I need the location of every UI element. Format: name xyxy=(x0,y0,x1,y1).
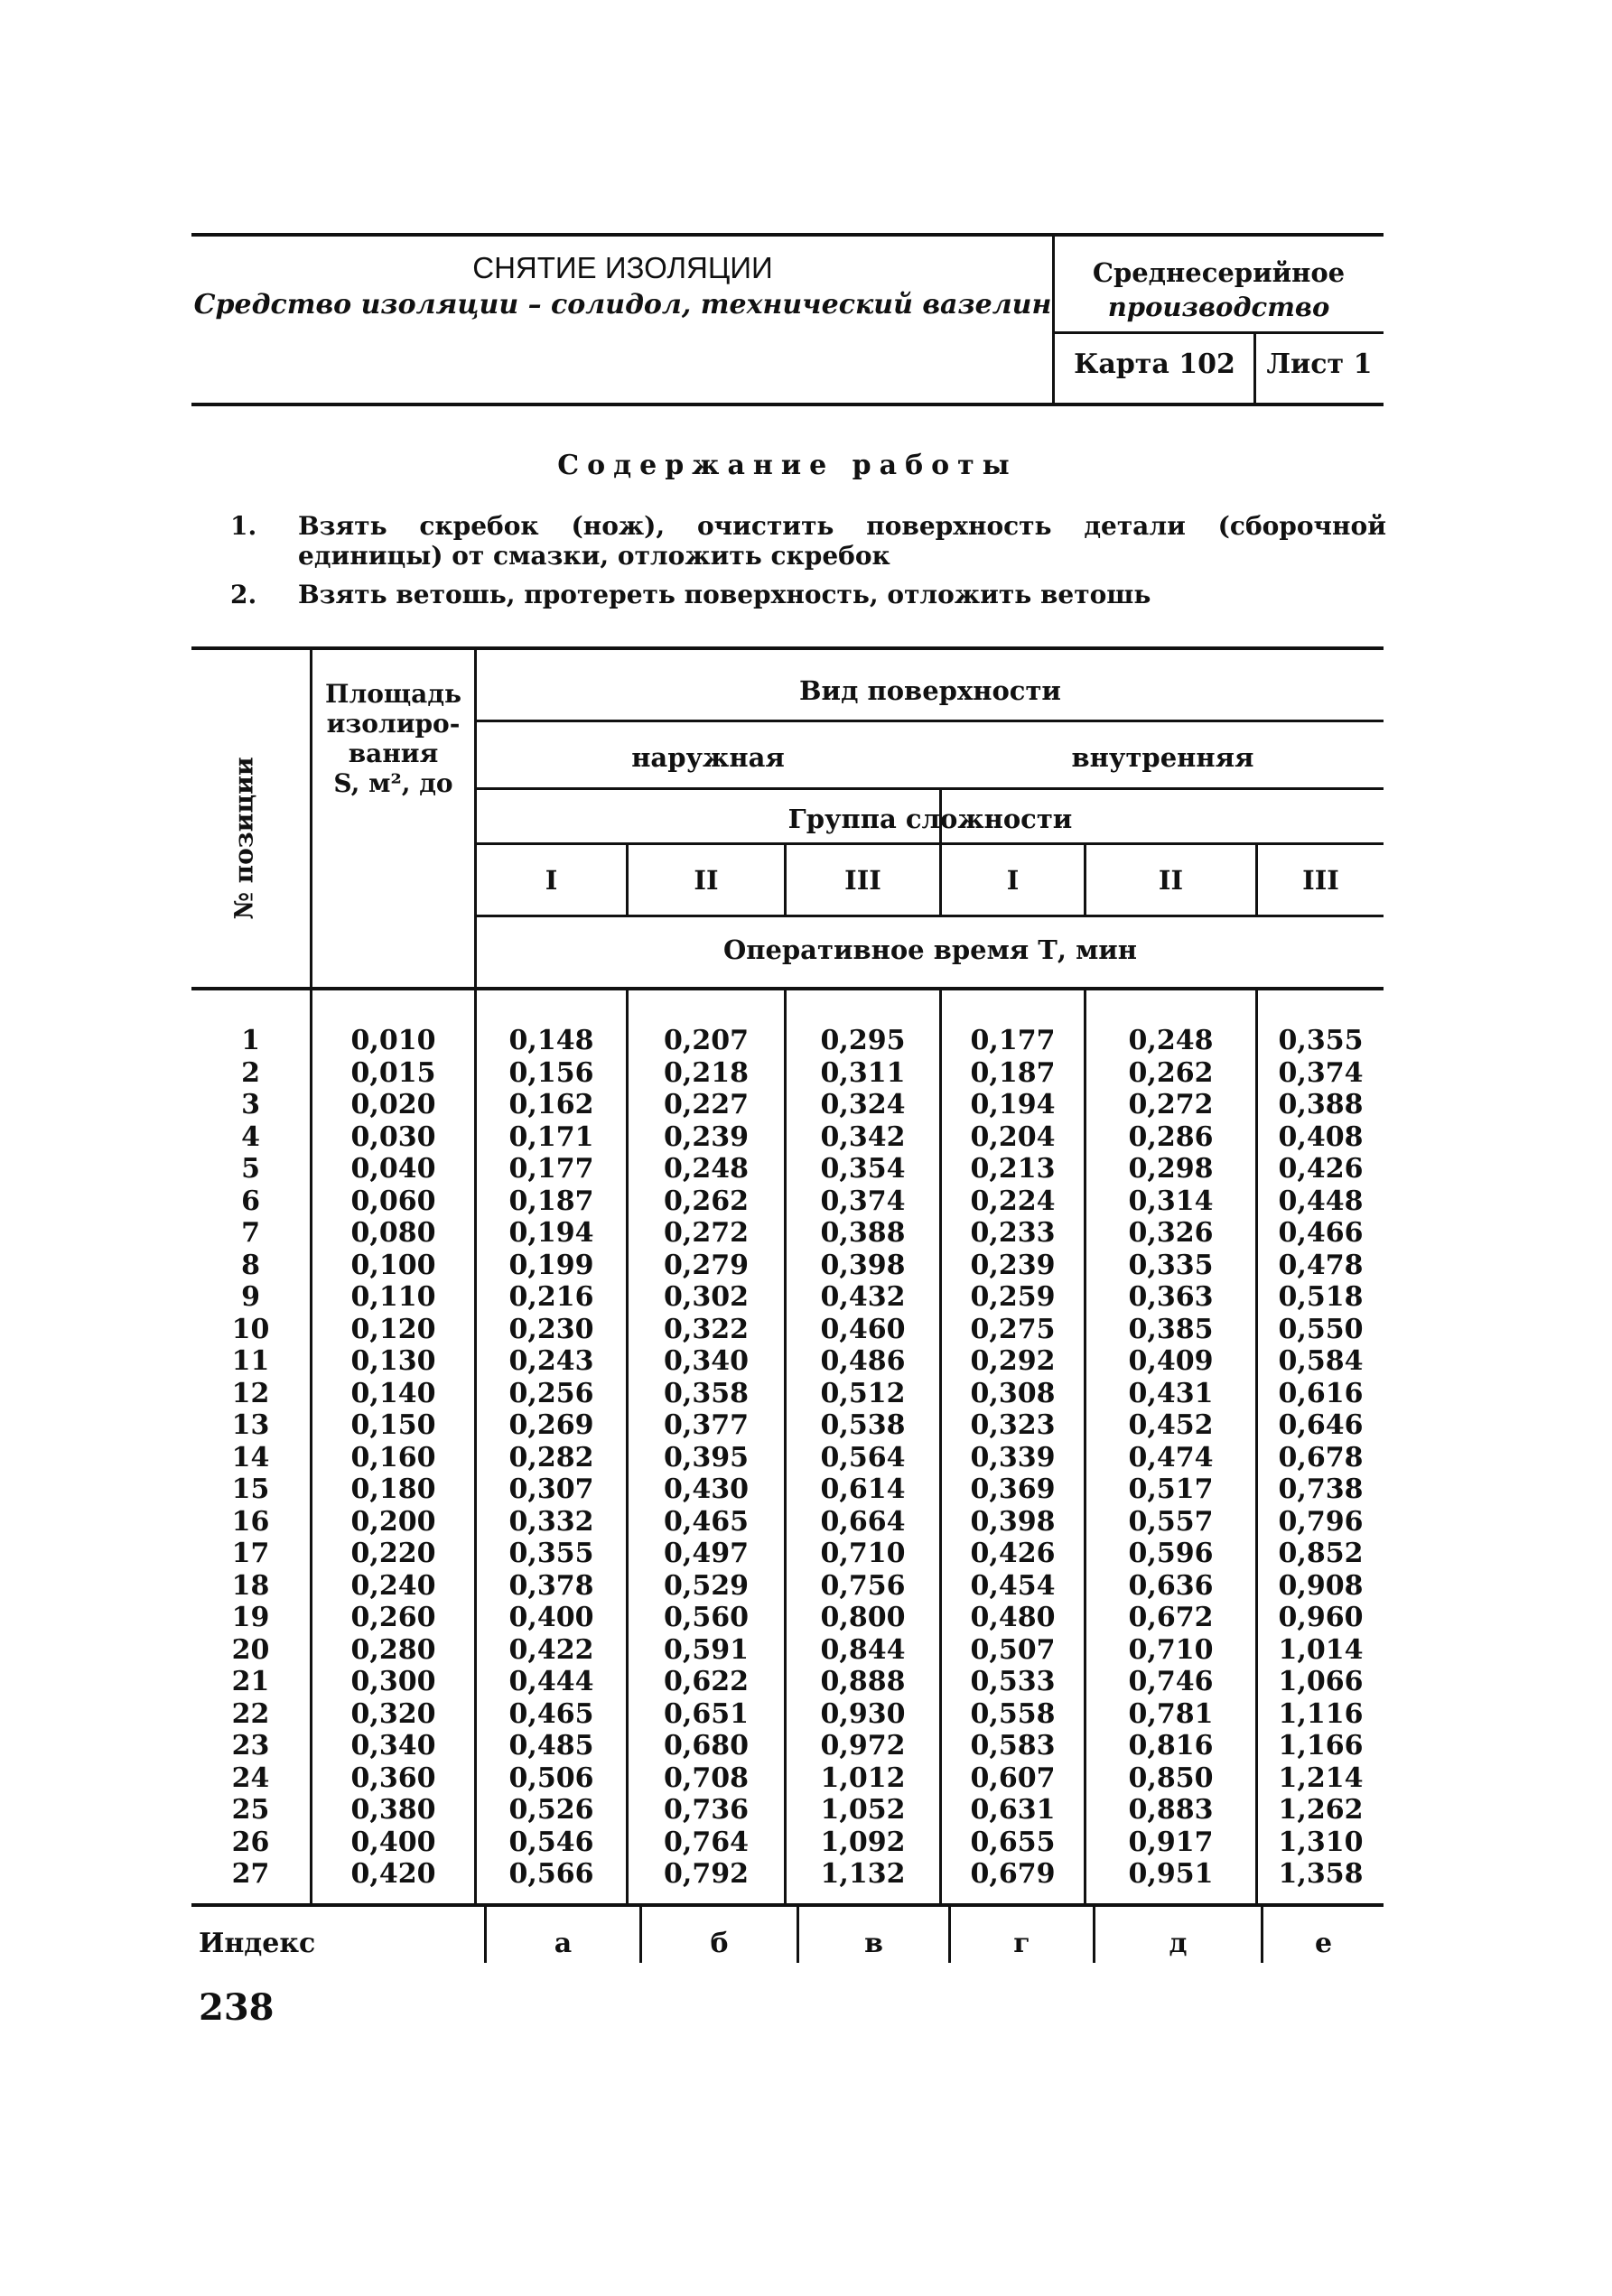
table-cell: 0,616 xyxy=(1278,1377,1364,1409)
table-cell: 0,431 xyxy=(1128,1377,1214,1409)
table-cell: 0,298 xyxy=(1128,1153,1214,1185)
table-cell: 0,340 xyxy=(664,1345,749,1377)
table-cell: 0,240 xyxy=(350,1569,436,1602)
table-cell: 0,286 xyxy=(1128,1120,1214,1153)
table-cell: 0,363 xyxy=(1128,1281,1214,1313)
table-cell: 0,187 xyxy=(970,1056,1056,1089)
index-d: д xyxy=(1169,1928,1188,1959)
work-item-2-text: Взять ветошь, протереть поверхность, отложить ветошь xyxy=(298,580,1151,609)
table-cell: 0,180 xyxy=(350,1473,436,1505)
table-cell: 0,280 xyxy=(350,1633,436,1666)
table-cell: 0,607 xyxy=(970,1762,1056,1794)
table-cell: 0,204 xyxy=(970,1120,1056,1153)
table-cell: 0,408 xyxy=(1278,1120,1364,1153)
table-cell: 0,664 xyxy=(820,1505,906,1538)
table-cell: 1,132 xyxy=(820,1858,906,1890)
table-cell: 0,380 xyxy=(350,1794,436,1826)
table-cell: 0,187 xyxy=(508,1185,594,1217)
production-line-2: производство xyxy=(1107,292,1330,322)
table-cell: 4 xyxy=(241,1120,260,1153)
table-cell: 0,355 xyxy=(1278,1025,1364,1056)
table-cell: 0,426 xyxy=(1278,1153,1364,1185)
table-cell: 13 xyxy=(231,1409,270,1441)
table-cell: 0,486 xyxy=(820,1345,906,1377)
table-cell: 0,272 xyxy=(664,1217,749,1249)
table-cell: 0,655 xyxy=(970,1826,1056,1858)
table-cell: 0,558 xyxy=(970,1697,1056,1730)
table-cell: 0,279 xyxy=(664,1249,749,1281)
table-cell: 0,398 xyxy=(970,1505,1056,1538)
table-bottom-rule xyxy=(191,1903,1384,1907)
table-cell: 0,465 xyxy=(508,1697,594,1730)
time-column-inner-1 xyxy=(942,1025,1084,1891)
table-cell: 0,796 xyxy=(1278,1505,1364,1538)
table-cell: 0,538 xyxy=(820,1409,906,1441)
time-column-inner-3 xyxy=(1258,1025,1384,1891)
table-cell: 0,156 xyxy=(508,1056,594,1089)
table-cell: 0,546 xyxy=(508,1826,594,1858)
table-cell: 9 xyxy=(241,1281,260,1313)
group-header-2: II xyxy=(694,865,719,896)
table-cell: 0,272 xyxy=(1128,1089,1214,1120)
area-header-line-2: изолиро- xyxy=(326,709,461,739)
table-cell: 0,388 xyxy=(1278,1089,1364,1120)
table-cell: 0,308 xyxy=(970,1377,1056,1409)
table-cell: 5 xyxy=(241,1153,260,1185)
table-cell: 0,448 xyxy=(1278,1185,1364,1217)
table-cell: 0,385 xyxy=(1128,1313,1214,1345)
table-cell: 0,323 xyxy=(970,1409,1056,1441)
table-cell: 0,150 xyxy=(350,1409,436,1441)
table-cell: 3 xyxy=(241,1089,260,1120)
table-cell: 0,262 xyxy=(664,1185,749,1217)
group-header-6: III xyxy=(1302,865,1339,896)
sheet-number: Лист 1 xyxy=(1266,349,1373,380)
table-cell: 0,332 xyxy=(508,1505,594,1538)
table-cell: 0,248 xyxy=(1128,1025,1214,1056)
table-cell: 2 xyxy=(241,1056,260,1089)
table-cell: 1,116 xyxy=(1278,1697,1364,1730)
group-header-1: I xyxy=(545,865,558,896)
table-cell: 0,199 xyxy=(508,1249,594,1281)
table-cell: 0,020 xyxy=(350,1089,436,1120)
table-cell: 0,130 xyxy=(350,1345,436,1377)
table-cell: 0,466 xyxy=(1278,1217,1364,1249)
table-cell: 0,746 xyxy=(1128,1666,1214,1697)
table-cell: 0,080 xyxy=(350,1217,436,1249)
table-cell: 0,030 xyxy=(350,1120,436,1153)
table-cell: 0,672 xyxy=(1128,1602,1214,1633)
table-cell: 0,275 xyxy=(970,1313,1056,1345)
table-cell: 0,200 xyxy=(350,1505,436,1538)
table-cell: 0,355 xyxy=(508,1538,594,1569)
table-top-rule xyxy=(191,646,1384,650)
table-cell: 0,120 xyxy=(350,1313,436,1345)
table-cell: 0,651 xyxy=(664,1697,749,1730)
table-cell: 0,917 xyxy=(1128,1826,1214,1858)
table-cell: 0,480 xyxy=(970,1602,1056,1633)
position-header-text: № позиции xyxy=(228,757,259,920)
table-cell: 0,282 xyxy=(508,1441,594,1473)
table-cell: 0,792 xyxy=(664,1858,749,1890)
area-header-line-1: Площадь xyxy=(325,679,461,709)
table-cell: 15 xyxy=(231,1473,270,1505)
table-cell: 0,800 xyxy=(820,1602,906,1633)
table-cell: 16 xyxy=(231,1505,270,1538)
table-cell: 0,177 xyxy=(970,1025,1056,1056)
table-cell: 11 xyxy=(231,1345,270,1377)
table-cell: 22 xyxy=(231,1697,270,1730)
table-cell: 26 xyxy=(231,1826,270,1858)
table-cell: 0,564 xyxy=(820,1441,906,1473)
table-cell: 0,395 xyxy=(664,1441,749,1473)
table-cell: 0,302 xyxy=(664,1281,749,1313)
complexity-header: Группа сложности xyxy=(787,804,1073,834)
time-header: Оперативное время Т, мин xyxy=(722,934,1138,965)
table-cell: 0,507 xyxy=(970,1633,1056,1666)
table-cell: 1,310 xyxy=(1278,1826,1364,1858)
table-cell: 0,518 xyxy=(1278,1281,1364,1313)
table-cell: 0,584 xyxy=(1278,1345,1364,1377)
page-subtitle: Средство изоляции – солидол, технический вазелин xyxy=(193,289,1052,321)
table-cell: 0,506 xyxy=(508,1762,594,1794)
table-cell: 0,951 xyxy=(1128,1858,1214,1890)
table-cell: 0,960 xyxy=(1278,1602,1364,1633)
table-cell: 0,781 xyxy=(1128,1697,1214,1730)
table-header-bottom-rule xyxy=(191,987,1384,990)
area-header xyxy=(312,679,474,798)
table-cell: 0,550 xyxy=(1278,1313,1364,1345)
table-cell: 20 xyxy=(231,1633,270,1666)
header-top-rule xyxy=(191,233,1384,237)
table-cell: 1,358 xyxy=(1278,1858,1364,1890)
table-cell: 0,517 xyxy=(1128,1473,1214,1505)
table-cell: 0,110 xyxy=(350,1281,436,1313)
table-cell: 12 xyxy=(231,1377,270,1409)
table-cell: 27 xyxy=(231,1858,270,1890)
table-cell: 0,140 xyxy=(350,1377,436,1409)
time-column-outer-1 xyxy=(477,1025,626,1891)
table-cell: 1,012 xyxy=(820,1762,906,1794)
table-cell: 25 xyxy=(231,1794,270,1826)
work-item-1-text: Взять скребок (нож), очистить поверхность детали (сборочной единицы) от смазки, отложить скребок xyxy=(298,511,1386,571)
table-cell: 0,259 xyxy=(970,1281,1056,1313)
table-cell: 0,596 xyxy=(1128,1538,1214,1569)
table-cell: 0,177 xyxy=(508,1153,594,1185)
table-cell: 0,194 xyxy=(508,1217,594,1249)
table-cell: 0,311 xyxy=(820,1056,906,1089)
index-g: г xyxy=(1013,1928,1030,1959)
group-header-5: II xyxy=(1158,865,1184,896)
area-header-line-4: S, м², до xyxy=(333,768,453,798)
table-cell: 0,354 xyxy=(820,1153,906,1185)
table-cell: 0,631 xyxy=(970,1794,1056,1826)
table-cell: 0,474 xyxy=(1128,1441,1214,1473)
table-cell: 0,852 xyxy=(1278,1538,1364,1569)
table-cell: 0,148 xyxy=(508,1025,594,1056)
table-cell: 0,636 xyxy=(1128,1569,1214,1602)
page-title: СНЯТИЕ ИЗОЛЯЦИИ xyxy=(472,251,773,284)
table-cell: 0,844 xyxy=(820,1633,906,1666)
table-cell: 0,708 xyxy=(664,1762,749,1794)
work-section-title: Содержание работы xyxy=(557,450,1018,481)
table-cell: 0,972 xyxy=(820,1730,906,1762)
page-number: 238 xyxy=(199,1986,275,2029)
table-cell: 0,710 xyxy=(820,1538,906,1569)
table-cell: 23 xyxy=(231,1730,270,1762)
table-cell: 0,566 xyxy=(508,1858,594,1890)
surface-header: Вид поверхности xyxy=(799,675,1061,706)
table-cell: 19 xyxy=(231,1602,270,1633)
table-cell: 0,680 xyxy=(664,1730,749,1762)
table-cell: 0,342 xyxy=(820,1120,906,1153)
table-cell: 0,591 xyxy=(664,1633,749,1666)
table-cell: 0,239 xyxy=(664,1120,749,1153)
table-cell: 0,360 xyxy=(350,1762,436,1794)
time-column-outer-2 xyxy=(629,1025,784,1891)
table-cell: 1,066 xyxy=(1278,1666,1364,1697)
table-cell: 0,388 xyxy=(820,1217,906,1249)
group-header-3: III xyxy=(844,865,881,896)
table-cell: 0,736 xyxy=(664,1794,749,1826)
table-cell: 0,248 xyxy=(664,1153,749,1185)
table-cell: 0,239 xyxy=(970,1249,1056,1281)
table-cell: 0,358 xyxy=(664,1377,749,1409)
table-cell: 0,320 xyxy=(350,1697,436,1730)
table-cell: 0,497 xyxy=(664,1538,749,1569)
table-cell: 0,557 xyxy=(1128,1505,1214,1538)
table-cell: 0,533 xyxy=(970,1666,1056,1697)
table-cell: 0,374 xyxy=(1278,1056,1364,1089)
table-cell: 0,374 xyxy=(820,1185,906,1217)
table-cell: 0,243 xyxy=(508,1345,594,1377)
table-cell: 1,166 xyxy=(1278,1730,1364,1762)
table-cell: 0,430 xyxy=(664,1473,749,1505)
area-header-line-3: вания xyxy=(348,739,439,768)
table-cell: 0,526 xyxy=(508,1794,594,1826)
table-cell: 0,216 xyxy=(508,1281,594,1313)
table-cell: 0,420 xyxy=(350,1858,436,1890)
table-cell: 0,377 xyxy=(664,1409,749,1441)
table-cell: 0,171 xyxy=(508,1120,594,1153)
area-column xyxy=(312,1025,474,1891)
work-item-2-num: 2. xyxy=(230,580,257,609)
index-e: е xyxy=(1314,1928,1333,1959)
table-cell: 0,883 xyxy=(1128,1794,1214,1826)
table-cell: 0,460 xyxy=(820,1313,906,1345)
table-cell: 0,614 xyxy=(820,1473,906,1505)
table-cell: 0,100 xyxy=(350,1249,436,1281)
table-cell: 0,888 xyxy=(820,1666,906,1697)
time-column-inner-2 xyxy=(1086,1025,1255,1891)
table-cell: 0,738 xyxy=(1278,1473,1364,1505)
table-cell: 14 xyxy=(231,1441,270,1473)
table-cell: 0,764 xyxy=(664,1826,749,1858)
table-cell: 0,512 xyxy=(820,1377,906,1409)
table-cell: 0,369 xyxy=(970,1473,1056,1505)
rule-complexity xyxy=(474,842,1384,845)
table-cell: 0,224 xyxy=(970,1185,1056,1217)
table-cell: 0,432 xyxy=(820,1281,906,1313)
table-cell: 0,478 xyxy=(1278,1249,1364,1281)
table-cell: 0,160 xyxy=(350,1441,436,1473)
table-cell: 0,213 xyxy=(970,1153,1056,1185)
table-cell: 0,233 xyxy=(970,1217,1056,1249)
table-cell: 0,452 xyxy=(1128,1409,1214,1441)
table-cell: 0,307 xyxy=(508,1473,594,1505)
table-cell: 0,646 xyxy=(1278,1409,1364,1441)
header-bottom-rule xyxy=(191,403,1384,406)
table-cell: 24 xyxy=(231,1762,270,1794)
table-cell: 0,710 xyxy=(1128,1633,1214,1666)
table-cell: 10 xyxy=(231,1313,270,1345)
time-column-outer-3 xyxy=(787,1025,939,1891)
production-line-1: Среднесерийное xyxy=(1092,257,1346,288)
table-cell: 0,930 xyxy=(820,1697,906,1730)
table-cell: 0,485 xyxy=(508,1730,594,1762)
table-cell: 0,207 xyxy=(664,1025,749,1056)
table-cell: 0,326 xyxy=(1128,1217,1214,1249)
table-cell: 0,465 xyxy=(664,1505,749,1538)
table-cell: 0,756 xyxy=(820,1569,906,1602)
table-cell: 0,409 xyxy=(1128,1345,1214,1377)
table-cell: 1,014 xyxy=(1278,1633,1364,1666)
outer-surface-header: наружная xyxy=(631,742,785,773)
table-cell: 0,422 xyxy=(508,1633,594,1666)
table-cell: 0,322 xyxy=(664,1313,749,1345)
table-cell: 0,454 xyxy=(970,1569,1056,1602)
index-label: Индекс xyxy=(199,1928,316,1959)
table-cell: 0,015 xyxy=(350,1056,436,1089)
table-cell: 0,262 xyxy=(1128,1056,1214,1089)
table-cell: 0,529 xyxy=(664,1569,749,1602)
table-cell: 0,295 xyxy=(820,1025,906,1056)
index-v: в xyxy=(864,1928,883,1959)
table-cell: 1,262 xyxy=(1278,1794,1364,1826)
index-b: б xyxy=(710,1928,729,1959)
table-cell: 0,378 xyxy=(508,1569,594,1602)
table-cell: 0,400 xyxy=(350,1826,436,1858)
table-cell: 0,194 xyxy=(970,1089,1056,1120)
table-cell: 0,230 xyxy=(508,1313,594,1345)
header-right-rule xyxy=(1052,331,1384,334)
table-cell: 0,220 xyxy=(350,1538,436,1569)
table-cell: 0,678 xyxy=(1278,1441,1364,1473)
table-cell: 0,300 xyxy=(350,1666,436,1697)
table-cell: 0,622 xyxy=(664,1666,749,1697)
table-cell: 0,400 xyxy=(508,1602,594,1633)
table-cell: 0,426 xyxy=(970,1538,1056,1569)
production-type xyxy=(1054,256,1384,324)
table-cell: 0,010 xyxy=(350,1025,436,1056)
table-cell: 0,444 xyxy=(508,1666,594,1697)
card-number: Карта 102 xyxy=(1074,349,1235,380)
table-cell: 0,398 xyxy=(820,1249,906,1281)
rule-groups xyxy=(474,915,1384,917)
inner-surface-header: внутренняя xyxy=(1071,742,1254,773)
table-cell: 0,314 xyxy=(1128,1185,1214,1217)
table-cell: 0,260 xyxy=(350,1602,436,1633)
table-cell: 0,218 xyxy=(664,1056,749,1089)
table-cell: 1,052 xyxy=(820,1794,906,1826)
index-a: а xyxy=(554,1928,573,1959)
table-cell: 17 xyxy=(231,1538,270,1569)
table-cell: 0,162 xyxy=(508,1089,594,1120)
position-column xyxy=(217,1025,284,1891)
table-cell: 0,040 xyxy=(350,1153,436,1185)
work-item-1-num: 1. xyxy=(230,511,257,541)
table-cell: 0,227 xyxy=(664,1089,749,1120)
table-cell: 0,583 xyxy=(970,1730,1056,1762)
table-cell: 6 xyxy=(241,1185,260,1217)
table-cell: 21 xyxy=(231,1666,270,1697)
group-header-4: I xyxy=(1006,865,1020,896)
table-cell: 0,340 xyxy=(350,1730,436,1762)
table-cell: 0,679 xyxy=(970,1858,1056,1890)
table-cell: 0,256 xyxy=(508,1377,594,1409)
table-cell: 7 xyxy=(241,1217,260,1249)
table-cell: 0,060 xyxy=(350,1185,436,1217)
table-cell: 1 xyxy=(241,1025,260,1056)
table-cell: 0,908 xyxy=(1278,1569,1364,1602)
rule-outer-inner xyxy=(474,787,1384,790)
table-cell: 0,560 xyxy=(664,1602,749,1633)
table-cell: 18 xyxy=(231,1569,270,1602)
table-cell: 0,816 xyxy=(1128,1730,1214,1762)
table-cell: 1,214 xyxy=(1278,1762,1364,1794)
table-cell: 0,335 xyxy=(1128,1249,1214,1281)
table-cell: 0,324 xyxy=(820,1089,906,1120)
rule-surface xyxy=(474,720,1384,722)
table-cell: 0,269 xyxy=(508,1409,594,1441)
table-cell: 8 xyxy=(241,1249,260,1281)
table-cell: 0,339 xyxy=(970,1441,1056,1473)
table-cell: 0,292 xyxy=(970,1345,1056,1377)
table-cell: 1,092 xyxy=(820,1826,906,1858)
table-cell: 0,850 xyxy=(1128,1762,1214,1794)
